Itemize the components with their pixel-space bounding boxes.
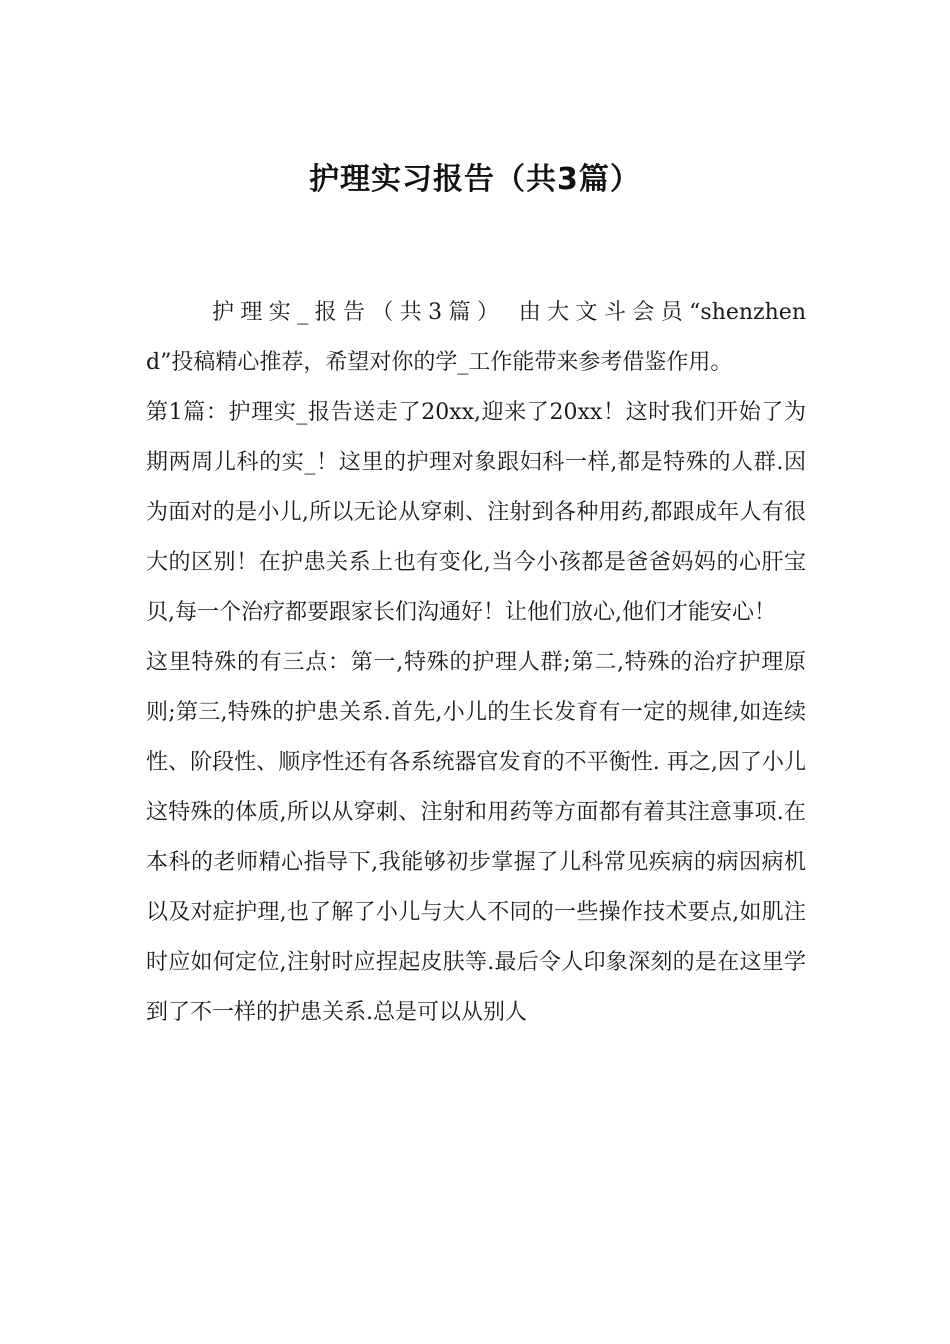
intro-rest: “shenzhend”投稿精心推荐，希望对你的学_工作能带来参考借鉴作用。 (146, 300, 806, 375)
intro-paragraph (146, 288, 806, 388)
document-title: 护理实习报告（共3篇） (309, 162, 641, 197)
paragraph-1: 第1篇：护理实_报告送走了20xx,迎来了20xx！这时我们开始了为期两周儿科的实_！这里的护理对象跟妇科一样,都是特殊的人群.因为面对的是小儿,所以无论从穿刺、注射到各种用药,都跟成年人有很大的区别！在护患关系上也有变化,当今小孩都是爸爸妈妈的心肝宝贝,每一个治疗都要跟家长们沟通好！让他们放心,他们才能安心！ (146, 400, 806, 625)
document-body (146, 288, 806, 1038)
paragraph-2: 这里特殊的有三点：第一,特殊的护理人群;第二,特殊的治疗护理原则;第三,特殊的护患关系.首先,小儿的生长发育有一定的规律,如连续性、阶段性、顺序性还有各系统器官发育的不平衡性. 再之,因了小儿这特殊的体质,所以从穿刺、注射和用药等方面都有着其注意事项.在本科的老师精心指导下,我能够初步掌握了儿科常见疾病的病因病机以及对症护理,也了解了小儿与大人不同的一些操作技术要点,如肌注时应如何定位,注射时应捏起皮肤等.最后令人印象深刻的是在这里学到了不一样的护患关系.总是可以从别人 (146, 650, 806, 1025)
intro-lead: 护理实_报告（共3篇） 由大文斗会员 (212, 300, 690, 325)
